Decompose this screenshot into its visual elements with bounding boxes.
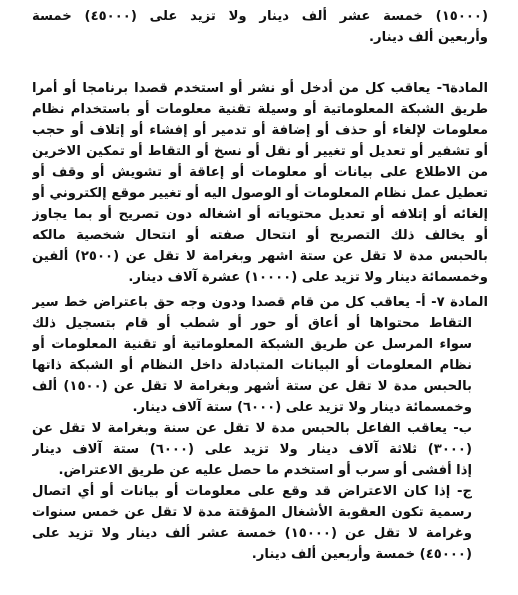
top-paragraph [32,6,488,48]
text-line: وخمسمائة دينار ولا تزيد على (٦٠٠٠) ستة آلاف دينار. [132,400,472,415]
text-line: التقاط محتواها أو أعاق أو حور أو شطب أو قام بتسجيل ذلك [32,316,472,331]
article-6 [32,78,488,288]
text-line: بالحبس مدة لا تقل عن ستة أشهر وبغرامة لا تقل عن (١٥٠٠) ألف [32,379,472,394]
text-line: رسمية تكون العقوبة الأشغال المؤقتة مدة لا تقل عن خمس سنوات [32,505,472,520]
text-line: أو يخالف ذلك التصريح أو انتحال صفته أو انتحال شخصية مالكه [32,228,488,243]
text-line: وأربعين ألف دينار. [369,30,488,45]
clause-c-line: ج- إذا كان الاعتراض قد وقع على معلومات أو بيانات أو أي اتصال [32,484,472,499]
text-line: نظام المعلومات أو البيانات المتبادلة داخل النظام أو الشبكة ذاتها [32,358,472,373]
text-line: وخمسمائة دينار ولا تزيد على (١٠٠٠٠) عشرة آلاف دينار. [128,270,488,285]
text-line: من الاطلاع على بيانات أو معلومات أو إعاقة أو تشويش أو وقف أو [32,165,488,180]
article-7 [32,292,488,565]
text-line: معلومات لإلغاء أو حذف أو إضافة أو تدمير أو إفشاء أو إتلاف أو حجب [32,123,488,138]
clause-b-line: ب- يعاقب الفاعل بالحبس مدة لا تقل عن سنة وبغرامة لا تقل عن [32,421,472,436]
article-heading-line: المادة ٧- أ- يعاقب كل من قام قصدا ودون وجه حق باعتراض خط سير [32,295,488,310]
text-line: وغرامة لا تقل عن (١٥٠٠٠) خمسة عشر ألف دينار ولا تزيد على [32,526,472,541]
text-line: (٣٠٠٠) ثلاثة آلاف دينار ولا تزيد على (٦٠٠٠) ستة آلاف دينار [32,442,472,457]
text-line: طريق الشبكة المعلوماتية أو وسيلة تقنية معلومات أو باستخدام نظام [32,102,488,117]
text-line: تعطيل عمل نظام المعلومات أو الوصول اليه أو تغيير موقع إلكتروني أو [32,186,488,201]
text-line: سواء المرسل عن طريق الشبكة المعلوماتية أو تقنية المعلومات أو [32,337,472,352]
text-line: بالحبس مدة لا تقل عن ستة اشهر وبغرامة لا تقل عن (٢٥٠٠) ألفين [32,249,488,264]
text-line: إذا أفشى أو سرب أو استخدم ما حصل عليه عن طريق الاعتراض. [58,463,472,478]
text-line: (١٥٠٠٠) خمسة عشر ألف دينار ولا تزيد على (٤٥٠٠٠) خمسة [32,9,488,24]
article-heading-line: المادة٦- يعاقب كل من أدخل أو نشر أو استخدم قصدا برنامجا أو أمرا [32,81,488,96]
text-line: أو تشفير أو تعديل أو تغيير أو نقل أو نسخ أو التقاط أو تمكين الاخرين [32,144,488,159]
text-line: إلغائه أو إتلافه أو تعديل محتوياته أو اشغاله دون تصريح أو بما يجاوز [32,207,488,222]
text-line: (٤٥٠٠٠) خمسة وأربعين ألف دينار. [251,547,472,562]
